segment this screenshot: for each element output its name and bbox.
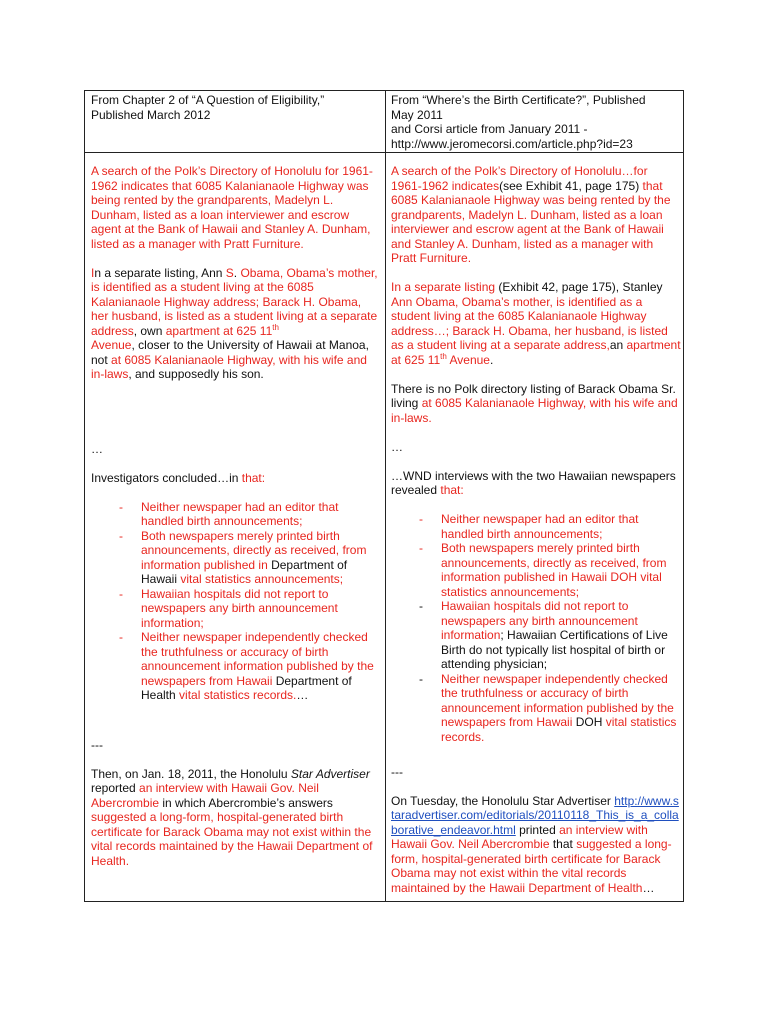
text-span: reported	[91, 781, 140, 795]
right-bullet-list	[391, 512, 681, 744]
text-span: in which Abercrombie’s answers	[159, 795, 333, 810]
right-header-line-2: May 2011	[391, 107, 443, 122]
right-paragraph-3	[391, 382, 681, 426]
text-span: apartment at 625 11	[165, 323, 273, 338]
list-item: - Both newspapers merely printed birth announcements, directly as received, from information published in Hawaii DOH vital statistics announcements;	[419, 541, 667, 599]
right-paragraph-2	[391, 280, 681, 367]
text-span: Obama, Obama’s mother, is identified as a student living at the 6085 Kalanianaole Highway address; Barack H. Obama, her husband, is listed as a student living at a separate address	[91, 265, 378, 338]
text-span: vital statistics records.	[441, 715, 677, 744]
right-header-line-4: http://www.jeromecorsi.com/article.php?id=23	[391, 136, 633, 151]
text-span: printed	[515, 822, 560, 837]
right-column-body	[391, 164, 681, 895]
text-span: (Exhibit 42, page 175), Stanley	[495, 280, 663, 294]
text-span: that	[549, 837, 577, 851]
text-span: at 6085 Kalanianaole Highway, with his wife and in-laws	[91, 352, 367, 381]
text-span: Both newspapers merely printed birth announcements, directly as received, from information published in Hawaii DOH vital statistics announcements;	[441, 541, 667, 599]
left-separator: ---	[91, 737, 103, 752]
right-header-line-3: and Corsi article from January 2011 -	[391, 122, 588, 136]
left-bullet-list	[91, 500, 379, 703]
text-span: Neither newspaper independently checked the truthfulness or accuracy of birth announcement information published by the newspapers from Hawaii	[441, 671, 674, 729]
text-span: ; Hawaiian Certifications of Live Birth do not typically list hospital of birth or attending physician;	[441, 628, 668, 671]
investigators-concluded	[91, 471, 379, 486]
text-span: On Tuesday, the Honolulu Star Advertiser	[391, 793, 615, 808]
column-divider	[385, 91, 386, 901]
text-span: an interview with Hawaii Gov. Neil Abercrombie	[91, 781, 319, 810]
text-span: Avenue	[446, 352, 490, 367]
right-column-header	[391, 93, 681, 151]
text-span: DOH	[575, 715, 606, 729]
right-ellipsis: …	[391, 439, 403, 454]
right-separator: ---	[391, 764, 403, 779]
text-span: , closer to the University of Hawaii at Manoa, not	[91, 338, 369, 367]
text-span: , and supposedly his son.	[128, 367, 264, 381]
list-item: - Neither newspaper independently checked the truthfulness or accuracy of birth announcement information published by the newspapers from Hawaii DOH vital statistics records.	[419, 671, 677, 744]
right-final-paragraph	[391, 794, 681, 896]
list-item: - Neither newspaper independently checked the truthfulness or accuracy of birth announcement information published by the newspapers from Hawaii Department of Health vital statistics records.…	[119, 630, 374, 702]
text-span: Neither newspaper had an editor that handled birth announcements;	[441, 512, 639, 541]
list-item: - Hawaiian hospitals did not report to newspapers any birth announcement information; Hawaiian Certifications of Live Birth do not typically list hospital of birth or attending physician;	[419, 599, 668, 671]
text-span: Star Advertiser	[290, 766, 370, 781]
right-header-line-1: From “Where’s the Birth Certificate?”, Published	[391, 93, 646, 107]
left-paragraph-1: A search of the Polk’s Directory of Honolulu for 1961-1962 indicates that 6085 Kalanianaole Highway was being rented by the grandparents, Madelyn L. Dunham, listed as a loan interviewer and escrow agent at the Bank of Hawaii and Stanley A. Dunham, listed as a manager with Pratt Furniture.	[91, 164, 373, 251]
text-span: apartment at 625 11	[391, 338, 681, 367]
list-item: - Both newspapers merely printed birth announcements, directly as received, from information published in Department of Hawaii vital statistics announcements;	[119, 528, 367, 586]
text-span: .	[233, 265, 241, 280]
text-span: vital statistics records.	[179, 688, 297, 702]
text-span: Both newspapers merely printed birth announcements, directly as received, from information published in	[141, 528, 367, 572]
right-paragraph-1	[391, 164, 681, 266]
text-span: at 6085 Kalanianaole Highway, with his wife and in-laws.	[391, 396, 678, 425]
comparison-table	[84, 90, 684, 902]
text-span: …WND interviews with the two Hawaiian newspapers revealed	[391, 468, 676, 497]
text-span: Neither newspaper had an editor that handled birth announcements;	[141, 499, 339, 528]
text-span: that:	[440, 483, 464, 497]
text-span: In a separate listing	[391, 280, 496, 294]
text-span: , own	[133, 323, 166, 338]
text-span: an interview with Hawaii Gov. Neil Abercrombie	[391, 822, 648, 851]
text-span: Department of Health	[141, 673, 352, 702]
list-item: - Neither newspaper had an editor that handled birth announcements;	[419, 512, 639, 541]
superscript: th	[440, 351, 447, 361]
text-span: an	[609, 338, 627, 352]
list-item: - Hawaiian hospitals did not report to newspapers any birth announcement information;	[119, 586, 338, 630]
left-final-paragraph	[91, 767, 379, 869]
text-span: Neither newspaper independently checked the truthfulness or accuracy of birth announcement information published by the newspapers from Hawaii	[141, 630, 374, 688]
text-span: (see Exhibit 41, page 175)	[499, 178, 643, 193]
text-span: that:	[241, 470, 266, 485]
text-span: Hawaiian hospitals did not report to newspapers any birth announcement information	[441, 599, 638, 642]
text-span: that 6085 Kalanianaole Highway was being rented by the grandparents, Madelyn L. Dunham, listed as a loan interviewer and escrow agent at the Bank of Hawaii and Stanley A. Dunham, listed as a manager with Pratt Furniture.	[391, 178, 671, 265]
text-span: n a separate listing	[94, 265, 196, 280]
left-header-line-1: From Chapter 2 of “A Question of Eligibility,”	[91, 93, 325, 107]
text-span: Hawaiian hospitals did not report to newspapers any birth announcement information;	[141, 586, 338, 630]
left-ellipsis: …	[91, 441, 103, 456]
text-span: Avenue	[91, 338, 132, 352]
text-span: suggested a long-form, hospital-generated birth certificate for Barack Obama may not exist within the vital records maintained by the Hawaii Department of Health.	[91, 810, 373, 868]
text-span: Department of Hawaii	[141, 557, 348, 586]
text-span: .	[489, 352, 494, 367]
text-span: S	[225, 265, 234, 280]
superscript: th	[272, 322, 279, 332]
text-span: A search of the Polk’s Directory of Honolulu…for 1961-1962 indicates	[391, 164, 648, 193]
text-span: , Ann	[195, 265, 226, 280]
text-span: …	[296, 688, 309, 702]
text-span: Then, on Jan. 18, 2011, the Honolulu	[91, 766, 291, 781]
list-item: - Neither newspaper had an editor that handled birth announcements;	[119, 499, 339, 528]
star-advertiser-link[interactable]: http://www.staradvertiser.com/editorials/20110118_This_is_a_collaborative_endeavor.html	[391, 793, 679, 837]
text-span: …	[642, 880, 655, 895]
header-divider	[85, 152, 683, 153]
text-span: vital statistics announcements;	[180, 572, 344, 586]
text-span: There is no Polk directory listing of Barack Obama Sr. living	[391, 381, 676, 410]
left-column-body	[91, 164, 379, 868]
text-span: Ann Obama, Obama’s mother, is identified as a student living at the 6085 Kalanianaole Highway address…; Barack H. Obama, her husband, is listed as a student living at a separate address,	[391, 294, 668, 352]
left-paragraph-2	[91, 266, 379, 382]
left-column-header	[91, 93, 379, 122]
left-header-line-2: Published March 2012	[91, 107, 211, 122]
text-span: Investigators concluded…in	[91, 470, 242, 485]
text-span: suggested a long-form, hospital-generated birth certificate for Barack Obama may not exist within the vital records maintained by the Hawaii Department of Health	[391, 837, 672, 895]
text-span: I	[91, 265, 95, 280]
wnd-interviews	[391, 469, 681, 498]
